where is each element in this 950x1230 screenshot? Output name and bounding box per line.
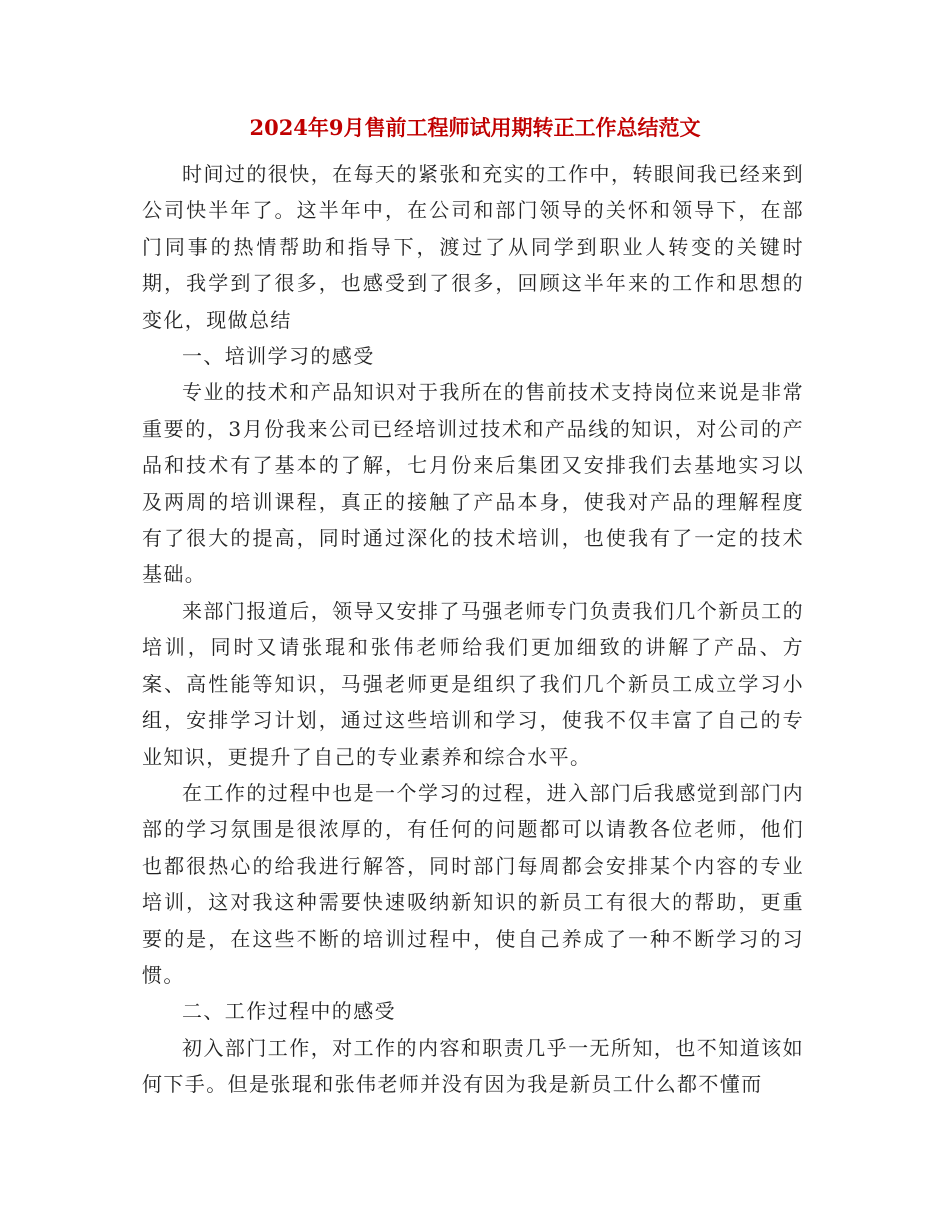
- paragraph-work-1: 初入部门工作，对工作的内容和职责几乎一无所知，也不知道该如何下手。但是张琨和张伟老师并没有因为我是新员工什么都不懂而: [142, 1035, 804, 1097]
- document-title: 2024年9月售前工程师试用期转正工作总结范文: [249, 115, 701, 140]
- paragraph-intro: 时间过的很快，在每天的紧张和充实的工作中，转眼间我已经来到公司快半年了。这半年中，在公司和部门领导的关怀和领导下，在部门同事的热情帮助和指导下，渡过了从同学到职业人转变的关键时期，我学到了很多，也感受到了很多，回顾这半年来的工作和思想的变化，现做总结: [142, 162, 804, 332]
- paragraph-training-2: 来部门报道后，领导又安排了马强老师专门负责我们几个新员工的培训，同时又请张琨和张伟老师给我们更加细致的讲解了产品、方案、高性能等知识，马强老师更是组织了我们几个新员工成立学习小组，安排学习计划，通过这些培训和学习，使我不仅丰富了自己的专业知识，更提升了自己的专业素养和综合水平。: [142, 598, 804, 769]
- paragraph-training-3: 在工作的过程中也是一个学习的过程，进入部门后我感觉到部门内部的学习氛围是很浓厚的，有任何的问题都可以请教各位老师，他们也都很热心的给我进行解答，同时部门每周都会安排某个内容的专业培训，这对我这种需要快速吸纳新知识的新员工有很大的帮助，更重要的是，在这些不断的培训过程中，使自己养成了一种不断学习的习惯。: [142, 780, 804, 987]
- document-body: [142, 156, 804, 1103]
- paragraph-training-1: 专业的技术和产品知识对于我所在的售前技术支持岗位来说是非常重要的，3月份我来公司已经培训过技术和产品线的知识，对公司的产品和技术有了基本的了解，七月份来后集团又安排我们去基地实习以及两周的培训课程，真正的接触了产品本身，使我对产品的理解程度有了很大的提高，同时通过深化的技术培训，也使我有了一定的技术基础。: [142, 380, 804, 587]
- section-heading-training: 一、培训学习的感受: [182, 344, 375, 369]
- section-heading-work: 二、工作过程中的感受: [182, 999, 396, 1024]
